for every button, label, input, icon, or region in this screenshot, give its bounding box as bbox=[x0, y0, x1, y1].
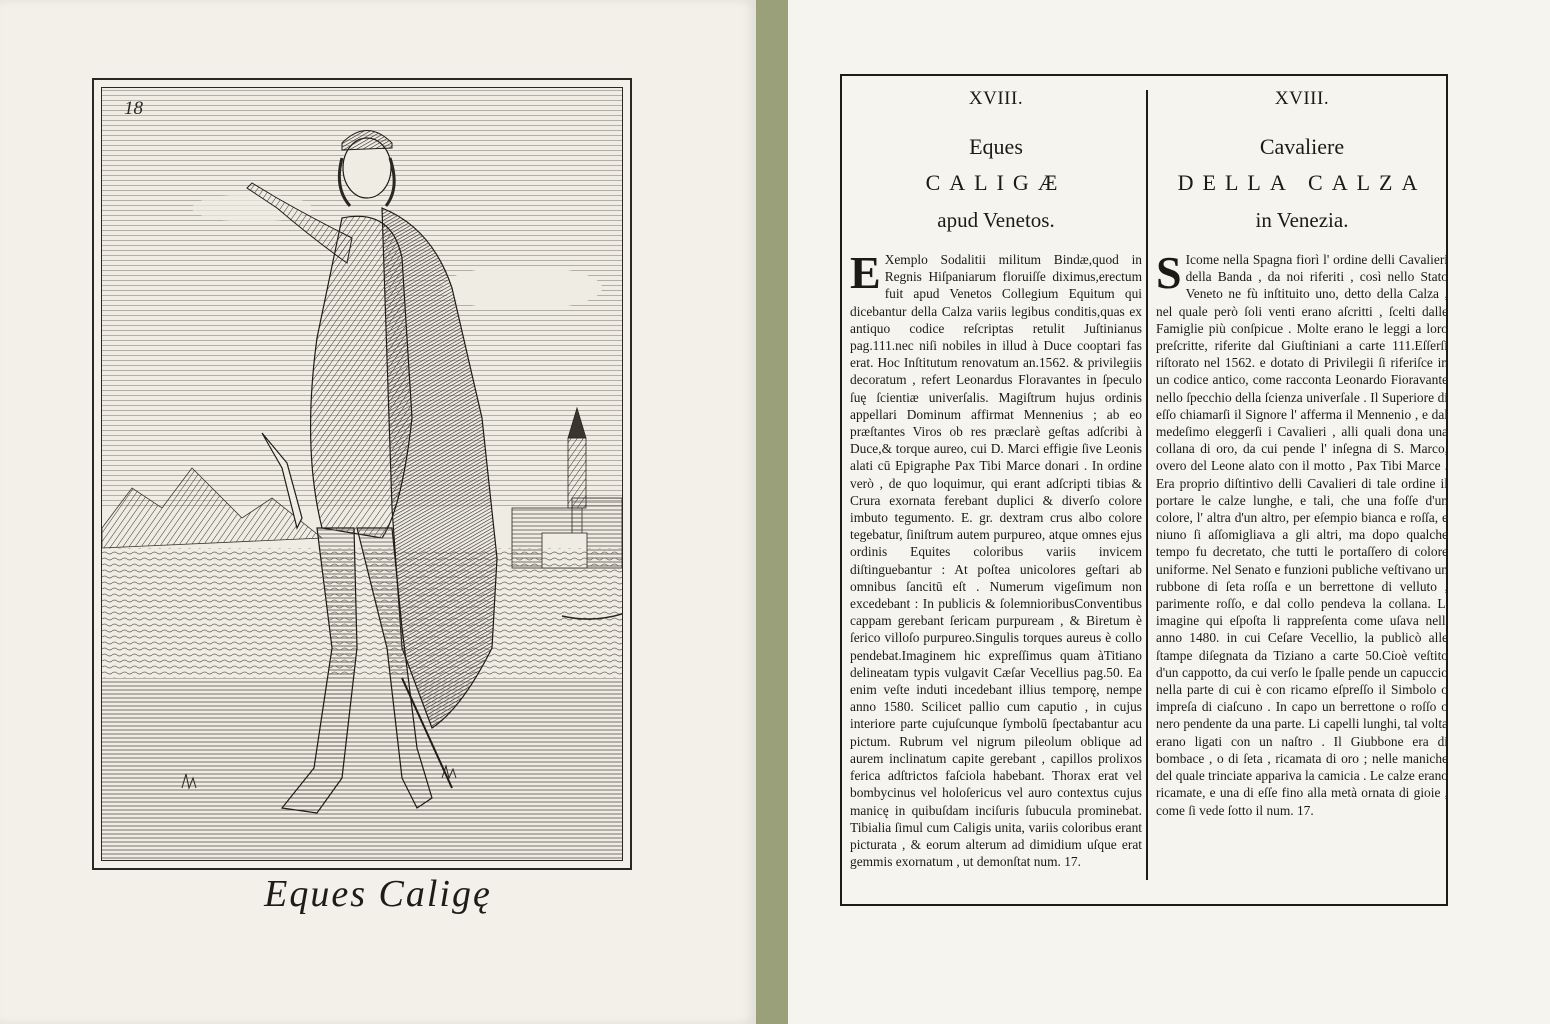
engraving-frame bbox=[92, 78, 632, 870]
latin-dropcap: E bbox=[850, 247, 881, 298]
text-frame bbox=[840, 74, 1448, 906]
italian-title-line3: in Venezia. bbox=[1255, 208, 1349, 232]
italian-numeral: XVIII. bbox=[1274, 88, 1330, 109]
latin-title-line3: apud Venetos. bbox=[937, 208, 1055, 232]
right-page-text bbox=[788, 0, 1550, 1024]
italian-body bbox=[1154, 247, 1450, 819]
latin-body-text: Xemplo Sodalitii militum Bindæ,quod in Regnis Hiſpaniarum floruiſſe diximus,erectum fuit apud Venetos Collegium Equitum qui dicebantur della Calza variis legibus conditis,quas ex antiquo codice reſcriptas retulit Juſtinianus pag.111.nec niſi nobiles in illud à Duce cooptari fas erat. Hoc Inſtitutum renovatum an.1562. & privilegiis decoratum , refert Leonardus Floravantes in ſpeculo ſuę ſcientiæ univerſalis. Magiſtrum hujus ordinis appellari Dominum affirmat Mennenius ; ab eo præſtantes Viros ob res præclarè geſtas adſcribi à Duce,& torque aureo, cui D. Marci effigie ſive Leonis alati cū Epigraphe Pax Tibi Marce donari . In ordine verò , de quo loquimur, qui erant adſcripti tibias & Crura exornata ferebant duplici & diverſo colore imbuto tegumento. E. gr. dextram crus albo colore tegebatur, ſiniſtrum autem purpureo, atque omnes ejus ordinis Equites coloribus variis invicem diſtinguebantur : At poſtea unicolores geſtari ab omnibus ſancitū eſt . Numerum vigeſimum non excedebant : In publicis & ſolemnioribusConventibus cappam gerebant ſericam purpuream , & Biretum è ſerico villoſo purpureo.Singulis torques aureus è collo pendebat.Imaginem hic expreſſimus quam àTitiano delineatam typis vulgavit Cæſar Vecellius pag.50. Ea enim veſte induti incedebant illius temporę, nempe anno 1580. Scilicet pallio cum caputio , in cujus interiore parte cujuſcunque ſymbolū ſpectabantur acu pictum. Rubrum vel nigrum pileolum oblique ad aurem inclinatum capite gerebant , capillos prolixos ferica adſtrictos faſciola habebant. Thorax erat vel bombycinus vel holoſericus vel auro contextus cujus manicę in quibuſdam inciſuris ſubucula prominebat. Tibialia ſimul cum Caligis unita, variis coloribus erant picturata , & eorum alterum ad dimidium uſque erat gemmis exornatum , ut demonſtat num. 17. bbox=[850, 252, 1142, 870]
italian-dropcap: S bbox=[1156, 247, 1182, 298]
book-spine bbox=[756, 0, 788, 1024]
italian-title-line2: DELLA CALZA bbox=[1177, 170, 1427, 195]
engraving-image bbox=[101, 87, 623, 861]
italian-body-text: Icome nella Spagna fiorì l' ordine delli Cavalieri della Banda , da noi riferiti , così nello Stato Veneto ne fù inſtituito uno, detto della Calza , nel quale però ſoli venti erano aſcritti , ſcelti dalle Famiglie più conſpicue . Molte erano le leggi a loro preſcritte, riferite dal Giuſtiniani a carte 111.Eſſerſi riſtorato nel 1562. e dotato di Privilegii ſi riferiſce in un codice antico, come racconta Leonardo Fioravante nello ſpecchio della ſcienza univerſale . Il Superiore di eſſo chiamarſi il Signore l' afferma il Mennenio , e dal medeſimo eleggerſi i Cavalieri , alli quali dona una collana di oro, da cui pende l' inſegna di S. Marco, overo del Leone alato con il motto , Pax Tibi Marce . Era proprio diſtintivo delli Cavalieri di tale ordine il portare le calze lunghe, e tali, che una foſſe d'un colore, l' altra d'un altro, per eſempio bianca e roſſa, e niuno ſi aſſomigliava a gli altri, ma dopo qualche tempo fu decretato, che tutti le portaſſero di colore uniforme. Nel Senato e funzioni publiche veſtivano un rubbone di ſeta roſſa e un berrettone di velluto , parimente roſſo, e dal collo pendeva la collana. L' imagine qui eſpoſta li rappreſenta come uſava nell' anno 1480. in cui Ceſare Vecellio, la publicò alle ſtampe diſegnata da Tiziano a carte 50.Cioè veſtito d'un cappotto, da cui verſo le ſpalle pende un capuccio nella parte di cui è con ricamo eſpreſſo il Simbolo o impreſa di ciaſcuno . In capo un berrettone o roſſo o nero pendente da una parte. Li capelli lunghi, tal volta erano ligati con un naſtro . Il Giubbone era di bombace , o di ſeta , ricamata di oro ; nelle maniche del quale trinciate appariva la camicia . Le calze erano ricamate, e una di eſſe fino alla metà ornata di gioie , come ſi vede ſotto il num. 17. bbox=[1156, 252, 1448, 818]
latin-title-line2: CALIGÆ bbox=[925, 170, 1067, 195]
knight-engraving-illustration bbox=[102, 88, 623, 861]
latin-column bbox=[848, 84, 1144, 870]
plate-caption: Eques Caligę bbox=[264, 873, 492, 915]
plate-number: 18 bbox=[124, 98, 143, 119]
column-divider bbox=[1146, 90, 1148, 880]
italian-title-line1: Cavaliere bbox=[1259, 134, 1345, 159]
latin-title-line1: Eques bbox=[969, 134, 1023, 159]
italian-column bbox=[1154, 84, 1450, 819]
latin-numeral: XVIII. bbox=[968, 88, 1024, 109]
latin-body bbox=[848, 247, 1144, 870]
left-page-plate bbox=[0, 0, 756, 1024]
